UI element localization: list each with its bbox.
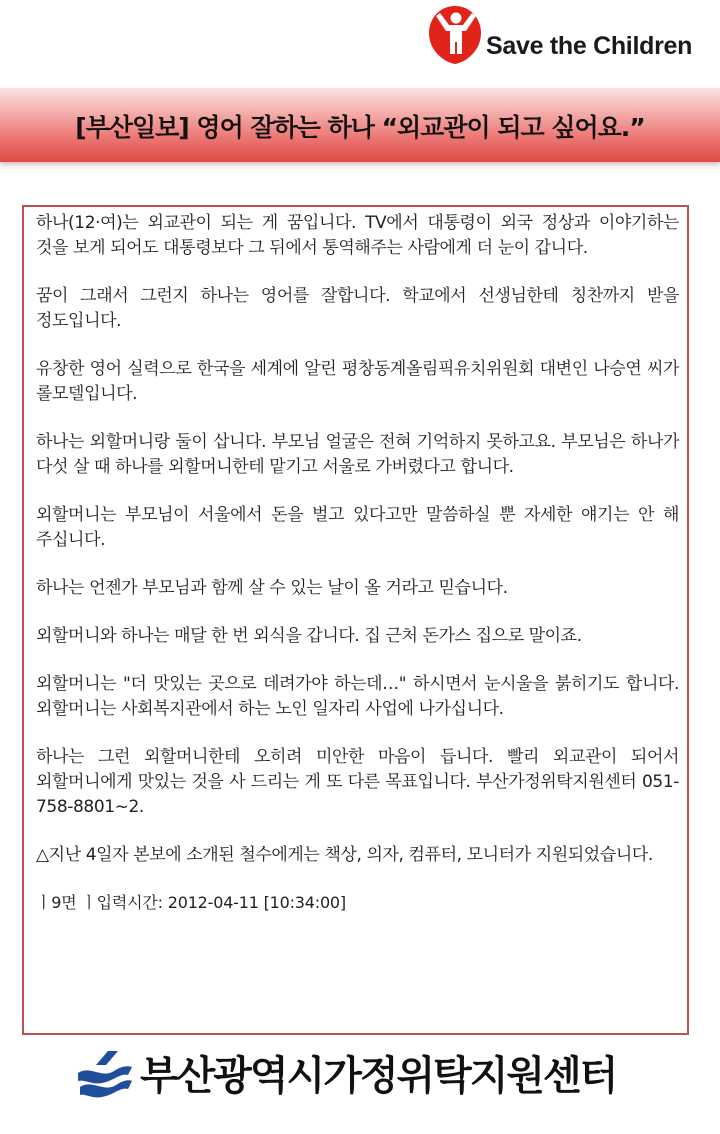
article-box [22, 205, 689, 1035]
article-body [36, 211, 679, 915]
article-paragraph: 하나는 언젠가 부모님과 함께 살 수 있는 날이 올 거라고 믿습니다. [36, 578, 508, 598]
article-paragraph: 외할머니는 부모님이 서울에서 돈을 벌고 있다고만 말씀하실 뿐 자세한 얘기는 안 해 주십니다. [36, 505, 679, 550]
save-the-children-logo [426, 4, 716, 74]
busan-city-wave-emblem-icon [76, 1049, 134, 1099]
page-title: [부산일보] 영어 잘하는 하나 “외교관이 되고 싶어요.” [75, 113, 645, 142]
footer-org-name: 부산광역시가정위탁지원센터 [140, 1053, 617, 1099]
article-paragraph: 꿈이 그래서 그런지 하나는 영어를 잘합니다. 학교에서 선생님한테 칭찬까지 받을 정도입니다. [36, 286, 679, 331]
article-paragraph: 하나(12·여)는 외교관이 되는 게 꿈입니다. TV에서 대통령이 외국 정상과 이야기하는 것을 보게 되어도 대통령보다 그 뒤에서 통역해주는 사람에게 더 눈이 갑니다. [36, 213, 679, 258]
logo-text: Save the Children [486, 32, 693, 60]
child-raising-arms-icon [426, 4, 484, 66]
article-paragraph: △지난 4일자 본보에 소개된 철수에게는 책상, 의자, 컴퓨터, 모니터가 지원되었습니다. [36, 845, 653, 865]
title-banner [0, 88, 720, 162]
footer-organization [76, 1047, 656, 1103]
article-meta: ㅣ9면 ㅣ입력시간: 2012-04-11 [10:34:00] [36, 893, 346, 912]
article-paragraph: 외할머니는 "더 맛있는 곳으로 데려가야 하는데…" 하시면서 눈시울을 붉히기도 합니다. 외할머니는 사회복지관에서 하는 노인 일자리 사업에 나가십니다. [36, 674, 679, 719]
article-paragraph: 하나는 그런 외할머니한테 오히려 미안한 마음이 듭니다. 빨리 외교관이 되어서 외할머니에게 맛있는 것을 사 드리는 게 또 다른 목표입니다. 부산가정위탁지원센터 051-758-8801~2. [36, 747, 679, 817]
article-paragraph: 유창한 영어 실력으로 한국을 세계에 알린 평창동계올림픽유치위원회 대변인 나승연 씨가 롤모델입니다. [36, 359, 679, 404]
article-paragraph: 외할머니와 하나는 매달 한 번 외식을 갑니다. 집 근처 돈가스 집으로 말이죠. [36, 626, 582, 646]
article-paragraph: 하나는 외할머니랑 둘이 삽니다. 부모님 얼굴은 전혀 기억하지 못하고요. 부모님은 하나가 다섯 살 때 하나를 외할머니한테 맡기고 서울로 가버렸다고 합니다. [36, 432, 679, 477]
